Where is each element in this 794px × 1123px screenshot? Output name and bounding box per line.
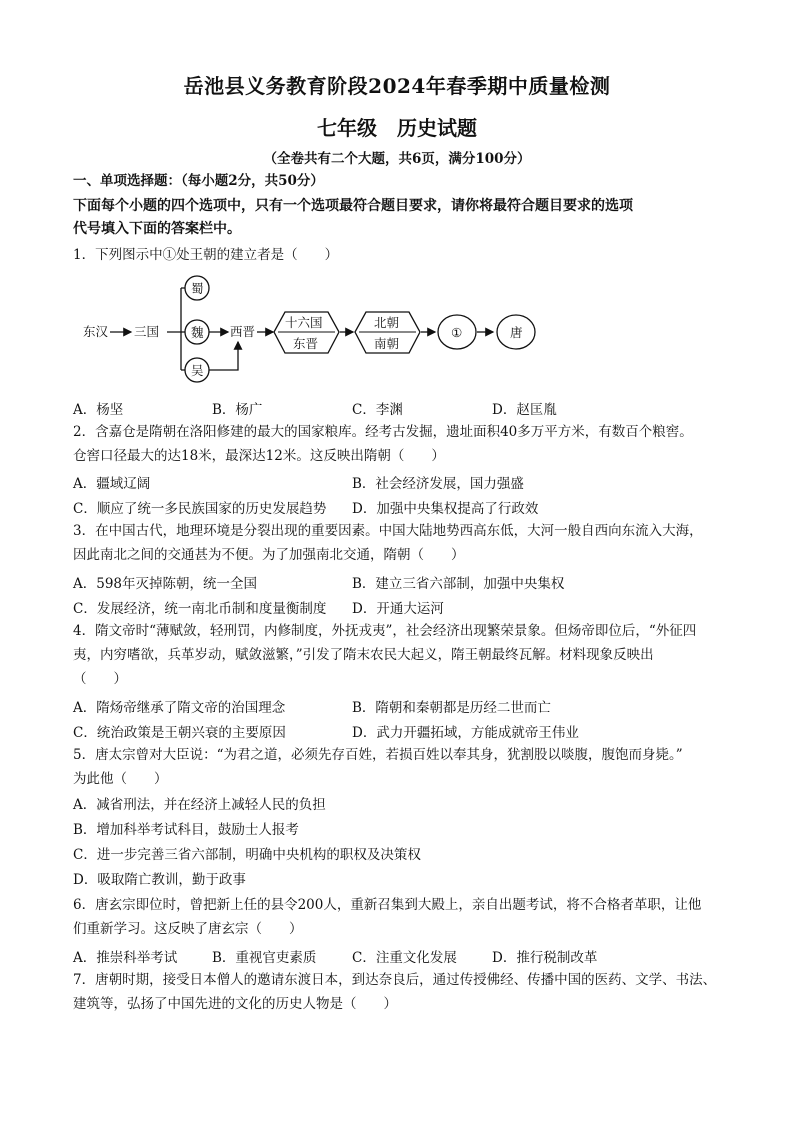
node-shu: 蜀 bbox=[191, 281, 204, 296]
question-7-line1: 7．唐朝时期，接受日本僧人的邀请东渡日本，到达奈良后，通过传授佛经、传播中国的医药、文学、书法、 bbox=[73, 972, 717, 988]
question-2-line2: 仓窖口径最大的达18米，最深达12米。这反映出隋朝（ ） bbox=[73, 448, 445, 464]
node-wu: 吴 bbox=[191, 363, 204, 378]
section-instruction-line2: 代号填入下面的答案栏中。 bbox=[73, 221, 241, 237]
question-3-line1: 3．在中国古代，地理环境是分裂出现的重要因素。中国大陆地势西高东低，大河一般自西向东流入大海， bbox=[73, 523, 703, 539]
question-7-line2: 建筑等，弘扬了中国先进的文化的历史人物是（ ） bbox=[73, 996, 397, 1012]
branch-bracket bbox=[167, 288, 185, 370]
exam-title: 岳池县义务教育阶段2024年春季期中质量检测 bbox=[183, 74, 611, 98]
node-dongjin: 东晋 bbox=[293, 336, 319, 351]
node-wei: 魏 bbox=[191, 325, 204, 340]
q6-option-a: A．推崇科举考试 bbox=[73, 950, 178, 966]
exam-note: （全卷共有二个大题，共6页，满分100分） bbox=[263, 151, 531, 167]
q1-option-b: B．杨广 bbox=[212, 402, 263, 418]
q4-option-c: C．统治政策是王朝兴衰的主要原因 bbox=[73, 725, 286, 741]
node-tang: 唐 bbox=[510, 325, 523, 340]
q5-option-b: B．增加科举考试科目，鼓励士人报考 bbox=[73, 822, 299, 838]
q2-option-d: D．加强中央集权提高了行政效 bbox=[352, 501, 539, 517]
node-beichao: 北朝 bbox=[374, 315, 400, 330]
node-circle1: ① bbox=[451, 325, 463, 340]
node-nanchao: 南朝 bbox=[374, 336, 400, 351]
q6-option-b: B．重视官吏素质 bbox=[212, 950, 317, 966]
arrow-wu-xijin bbox=[209, 342, 238, 370]
q4-option-d: D．武力开疆拓域，方能成就帝王伟业 bbox=[352, 725, 579, 741]
q2-option-a: A．疆域辽阔 bbox=[73, 476, 151, 492]
q4-option-b: B．隋朝和秦朝都是历经二世而亡 bbox=[352, 700, 551, 716]
q5-option-c: C．进一步完善三省六部制，明确中央机构的职权及决策权 bbox=[73, 847, 421, 863]
q5-option-d: D．吸取隋亡教训，勤于政事 bbox=[73, 872, 246, 888]
question-2-line1: 2．含嘉仓是隋朝在洛阳修建的最大的国家粮库。经考古发掘，遗址面积40多万平方米，有数百个粮窖。 bbox=[73, 424, 693, 440]
dynasty-flow-diagram bbox=[73, 272, 573, 387]
question-6-line1: 6．唐玄宗即位时，曾把新上任的县令200人，重新召集到大殿上，亲自出题考试，将不合格者革职，让他 bbox=[73, 897, 702, 913]
question-4-line1: 4．隋文帝时“薄赋敛，轻刑罚，内修制度，外抚戎夷”，社会经济出现繁荣景象。但炀帝即位后，“外征四 bbox=[73, 623, 697, 639]
question-4-line3: （ ） bbox=[73, 671, 127, 687]
node-16guo: 十六国 bbox=[285, 315, 323, 330]
question-3-line2: 因此南北之间的交通甚为不便。为了加强南北交通，隋朝（ ） bbox=[73, 547, 465, 563]
q2-option-c: C．顺应了统一多民族国家的历史发展趋势 bbox=[73, 501, 327, 517]
question-5-line2: 为此他（ ） bbox=[73, 771, 168, 787]
q6-option-d: D．推行税制改革 bbox=[492, 950, 598, 966]
q3-option-a: A．598年灭掉陈朝，统一全国 bbox=[73, 576, 258, 592]
node-sanguo: 三国 bbox=[134, 324, 160, 339]
q6-option-c: C．注重文化发展 bbox=[352, 950, 457, 966]
question-5-line1: 5．唐太宗曾对大臣说：“为君之道，必须先存百姓，若损百姓以奉其身，犹割股以啖腹，腹饱而身毙。” bbox=[73, 747, 683, 763]
node-xijin: 西晋 bbox=[230, 324, 256, 339]
q1-option-a: A．杨坚 bbox=[73, 402, 124, 418]
section-instruction-line1: 下面每个小题的四个选项中，只有一个选项最符合题目要求，请你将最符合题目要求的选项 bbox=[73, 198, 633, 214]
q3-option-b: B．建立三省六部制，加强中央集权 bbox=[352, 576, 565, 592]
q5-option-a: A．减省刑法，并在经济上减轻人民的负担 bbox=[73, 797, 326, 813]
node-donghan: 东汉 bbox=[83, 324, 109, 339]
q1-option-d: D．赵匡胤 bbox=[492, 402, 557, 418]
q1-option-c: C．李渊 bbox=[352, 402, 403, 418]
section-heading: 一、单项选择题：（每小题2分，共50分） bbox=[73, 173, 324, 189]
exam-subtitle: 七年级 历史试题 bbox=[317, 116, 477, 140]
question-4-line2: 夷，内穷嗜欲，兵革岁动，赋敛滋繁，”引发了隋末农民大起义，隋王朝最终瓦解。材料现象反映出 bbox=[73, 647, 654, 663]
q3-option-d: D．开通大运河 bbox=[352, 601, 444, 617]
question-1-stem: 1．下列图示中①处王朝的建立者是（ ） bbox=[73, 247, 339, 263]
q4-option-a: A．隋炀帝继承了隋文帝的治国理念 bbox=[73, 700, 286, 716]
question-6-line2: 们重新学习。这反映了唐玄宗（ ） bbox=[73, 921, 303, 937]
q2-option-b: B．社会经济发展，国力强盛 bbox=[352, 476, 524, 492]
q3-option-c: C．发展经济，统一南北币制和度量衡制度 bbox=[73, 601, 327, 617]
